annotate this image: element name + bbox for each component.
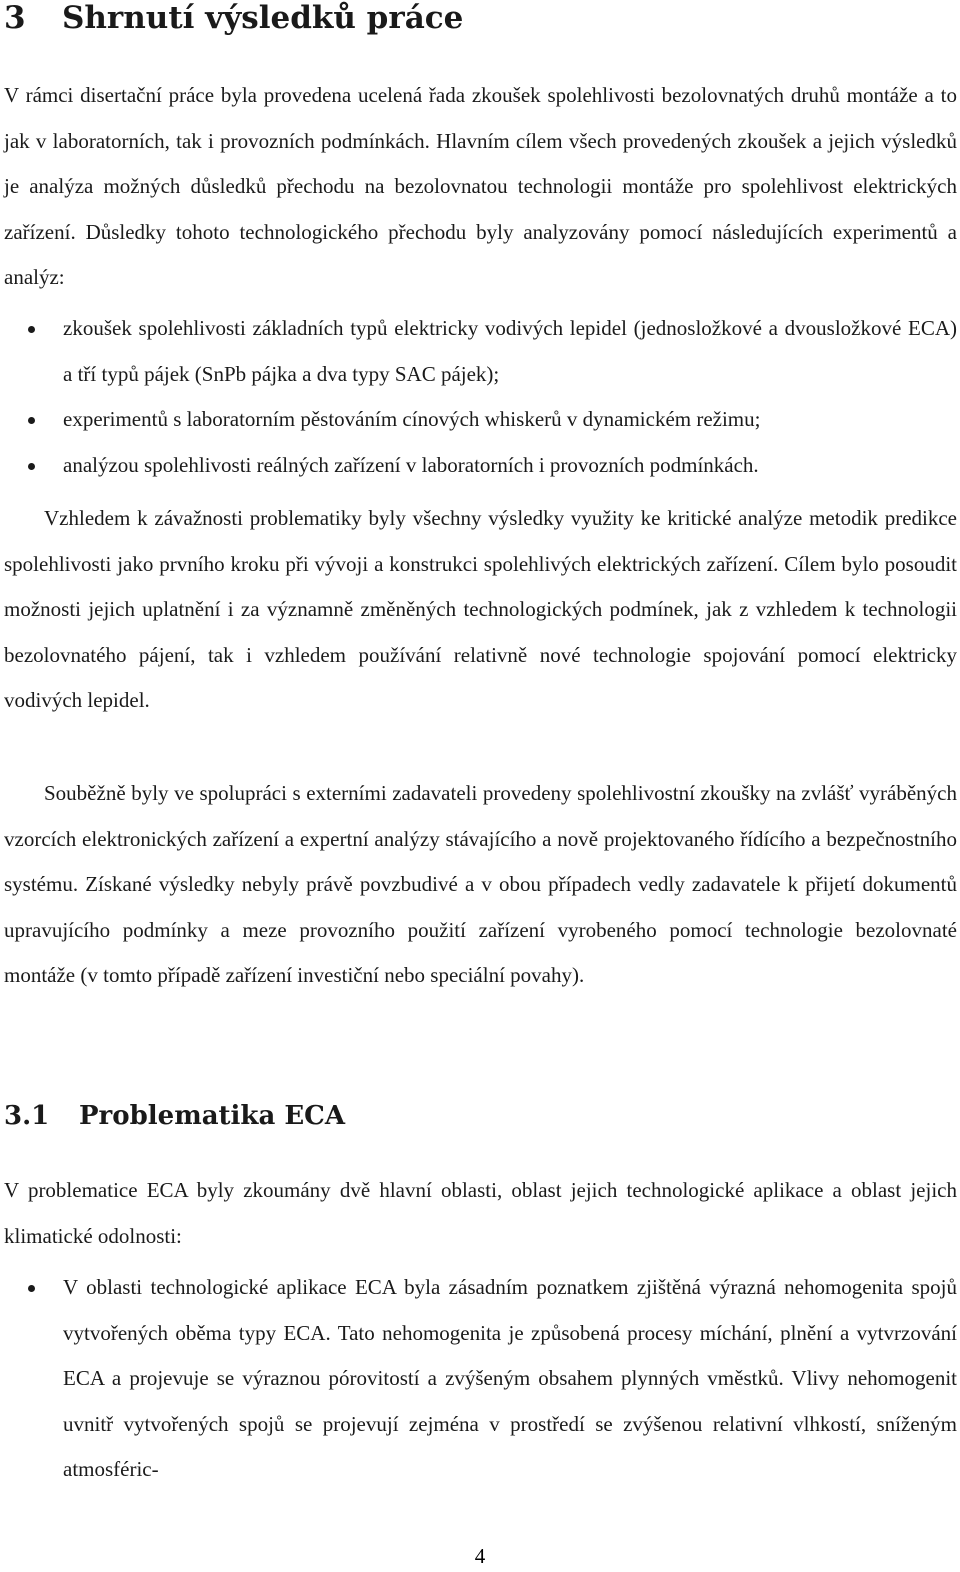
paragraph-analysis: Vzhledem k závažnosti problematiky byly všechny výsledky využity ke kritické analýze metodik predikce spolehlivosti jako prvního kroku při vývoji a konstrukci spolehlivých elektrických zařízení. Cílem bylo posoudit možnosti jejich uplatnění i za významně změněných technologických podmínek, jak z vzhledem k technologii bezolovnatého pájení, tak i vzhledem používání relativně nové technologie spojování pomocí elektricky vodivých lepidel. bbox=[4, 506, 957, 712]
paragraph-cooperation: Souběžně byly ve spolupráci s externími zadavateli provedeny spolehlivostní zkoušky na zvlášť vyráběných vzorcích elektronických zařízení a expertní analýzy stávajícího a nově projektovaného řídícího a bezpečnostního systému. Získané výsledky nebyly právě povzbudivé a v obou případech vedly zadavatele k přijetí dokumentů upravujícího podmínky a meze provozního použití zařízení vyrobeného pomocí technologie bezolovnaté montáže (v tomto případě zařízení investiční nebo speciální povahy). bbox=[4, 781, 957, 987]
section-heading bbox=[4, 0, 463, 36]
subsection-title: Problematika ECA bbox=[79, 1101, 346, 1131]
list-item: experimentů s laboratorním pěstováním cínových whiskerů v dynamickém režimu; bbox=[4, 397, 957, 443]
intro-paragraph: V rámci disertační práce byla provedena ucelená řada zkoušek spolehlivosti bezolovnatých druhů montáže a to jak v laboratorních, tak i provozních podmínkách. Hlavním cílem všech provedených zkoušek a jejich výsledků je analýza možných důsledků přechodu na bezolovnatou technologii montáže pro spolehlivost elektrických zařízení. Důsledky tohoto technologického přechodu byly analyzovány pomocí následujících experimentů a analýz: bbox=[4, 83, 957, 289]
subsection-number: 3.1 bbox=[4, 1101, 50, 1131]
section-number: 3 bbox=[4, 0, 26, 36]
subsection-heading bbox=[4, 1100, 345, 1132]
list-item: analýzou spolehlivosti reálných zařízení v laboratorních i provozních podmínkách. bbox=[4, 443, 957, 489]
subsection-intro: V problematice ECA byly zkoumány dvě hlavní oblasti, oblast jejich technologické aplikace a oblast jejich klimatické odolnosti: bbox=[4, 1178, 957, 1248]
list-item: zkoušek spolehlivosti základních typů elektricky vodivých lepidel (jednosložkové a dvousložkové ECA) a tří typů pájek (SnPb pájka a dva typy SAC pájek); bbox=[4, 306, 957, 397]
eca-list bbox=[4, 1265, 957, 1493]
list-item: V oblasti technologické aplikace ECA byla zásadním poznatkem zjištěná výrazná nehomogenita spojů vytvořených oběma typy ECA. Tato nehomogenita je způsobená procesy míchání, plnění a vytvrzování ECA a projevuje se výraznou pórovitostí a zvýšeným obsahem plynných vměstků. Vlivy nehomogenit uvnitř vytvořených spojů se projevují zejména v prostředí se zvýšenou relativní vlhkostí, sníženým atmosféric- bbox=[4, 1265, 957, 1493]
section-title: Shrnutí výsledků práce bbox=[62, 0, 464, 36]
page-number: 4 bbox=[474, 1544, 486, 1568]
experiment-list bbox=[4, 306, 957, 488]
